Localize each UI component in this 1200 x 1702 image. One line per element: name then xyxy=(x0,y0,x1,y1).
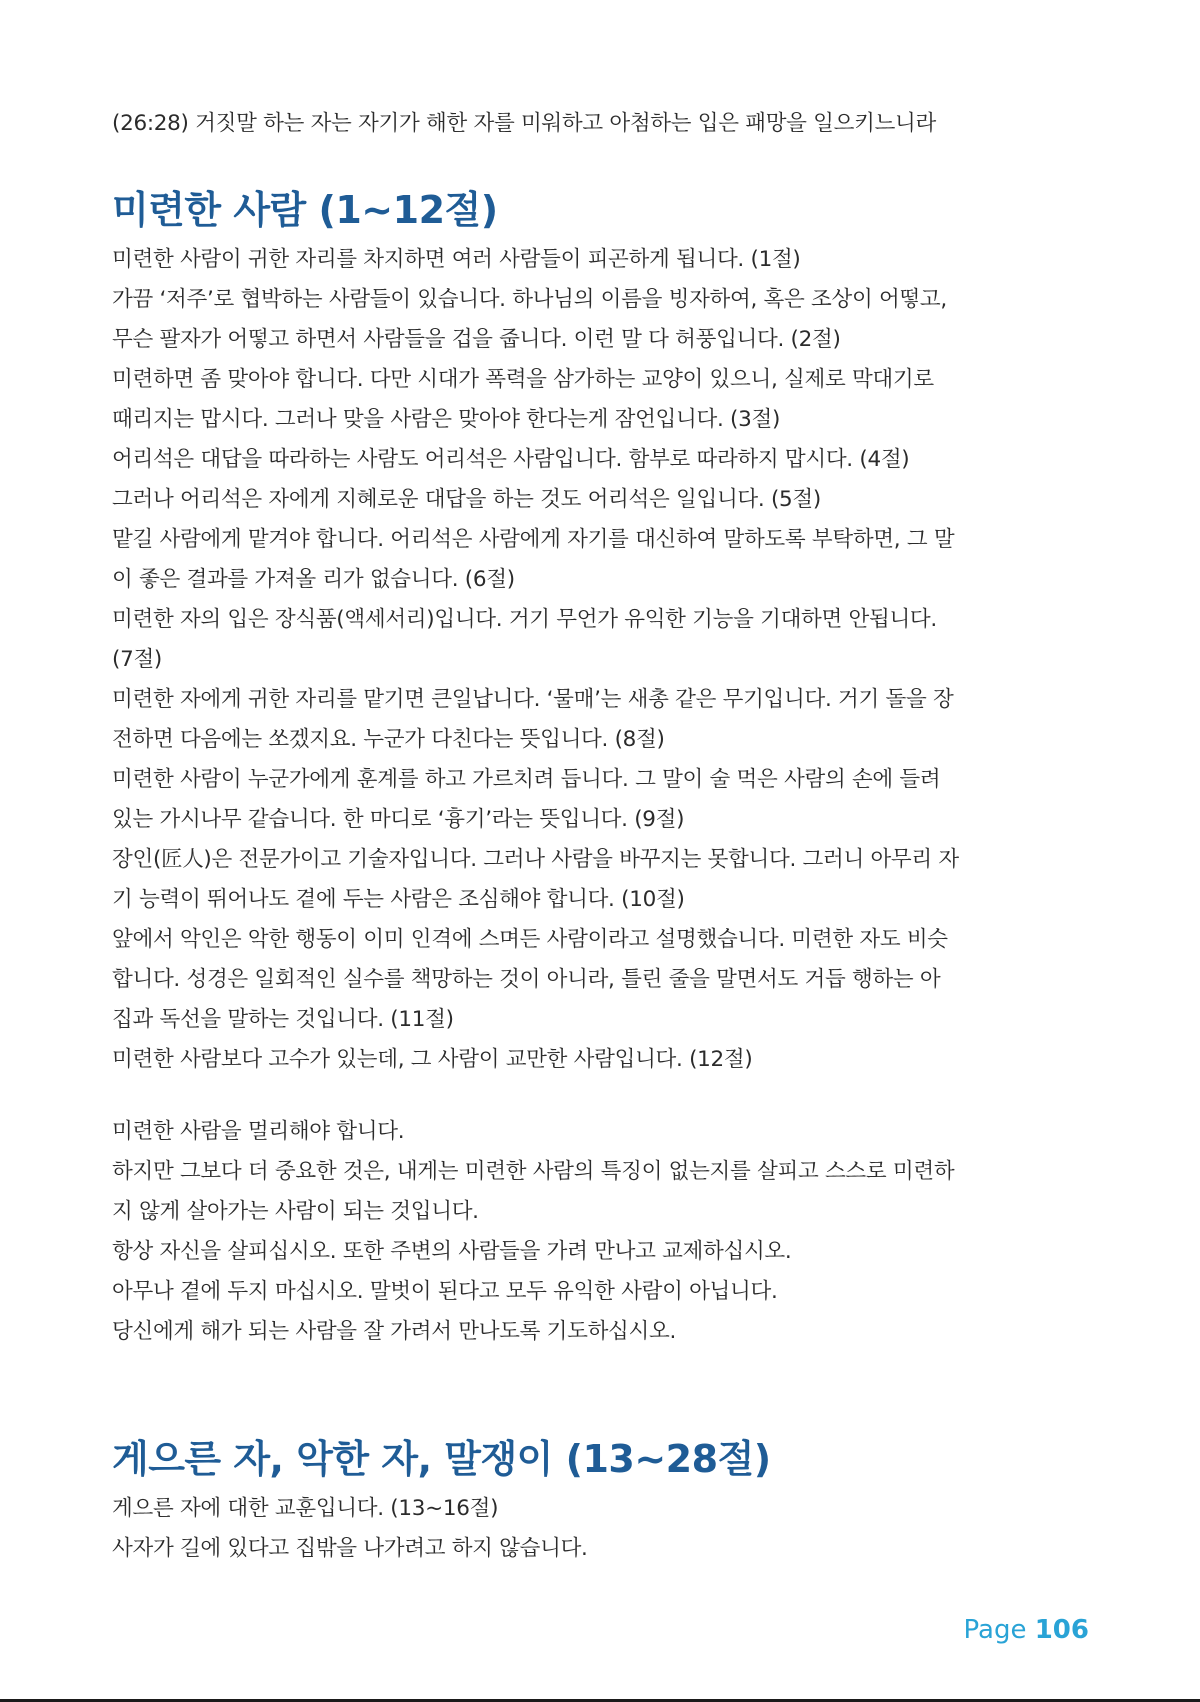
text-line: 합니다. 성경은 일회적인 실수를 책망하는 것이 아니라, 틀린 줄을 말면서도 거듭 행하는 아 xyxy=(112,967,941,992)
text-line: 있는 가시나무 같습니다. 한 마디로 ‘흉기’라는 뜻입니다. (9절) xyxy=(112,807,685,832)
text-line: 당신에게 해가 되는 사람을 잘 가려서 만나도록 기도하십시오. xyxy=(112,1319,677,1344)
text-line: 지 않게 살아가는 사람이 되는 것입니다. xyxy=(112,1199,479,1224)
section-heading-lazy-wicked: 게으른 자, 악한 자, 말쟁이 (13~28절) xyxy=(112,1437,771,1481)
text-line: 게으른 자에 대한 교훈입니다. (13~16절) xyxy=(112,1496,499,1521)
text-line: (7절) xyxy=(112,647,163,672)
text-line: 때리지는 맙시다. 그러나 맞을 사람은 맞아야 한다는게 잠언입니다. (3절) xyxy=(112,407,781,432)
text-line: 장인(匠人)은 전문가이고 기술자입니다. 그러나 사람을 바꾸지는 못합니다. 그러니 아무리 자 xyxy=(112,847,959,872)
page-number-value: 106 xyxy=(1034,1615,1089,1645)
text-line: 어리석은 대답을 따라하는 사람도 어리석은 사람입니다. 함부로 따라하지 맙시다. (4절) xyxy=(112,447,910,472)
text-line: 하지만 그보다 더 중요한 것은, 내게는 미련한 사람의 특징이 없는지를 살피고 스스로 미련하 xyxy=(112,1159,955,1184)
section-heading-foolish: 미련한 사람 (1~12절) xyxy=(112,188,498,232)
section-body-lazy-wicked xyxy=(112,1489,1112,1569)
text-line: 미련한 사람보다 고수가 있는데, 그 사람이 교만한 사람입니다. (12절) xyxy=(112,1047,753,1072)
page-label: Page xyxy=(963,1615,1027,1645)
text-line: 미련하면 좀 맞아야 합니다. 다만 시대가 폭력을 삼가하는 교양이 있으니, 실제로 막대기로 xyxy=(112,367,934,392)
section-body-foolish xyxy=(112,240,1112,1080)
text-line: 이 좋은 결과를 가져올 리가 없습니다. (6절) xyxy=(112,567,515,592)
text-line: 집과 독선을 말하는 것입니다. (11절) xyxy=(112,1007,454,1032)
text-line: 미련한 사람이 귀한 자리를 차지하면 여러 사람들이 피곤하게 됩니다. (1절) xyxy=(112,247,801,272)
text-line: 앞에서 악인은 악한 행동이 이미 인격에 스며든 사람이라고 설명했습니다. 미련한 자도 비슷 xyxy=(112,927,948,952)
text-line: 사자가 길에 있다고 집밖을 나가려고 하지 않습니다. xyxy=(112,1536,588,1561)
text-line: 미련한 사람을 멀리해야 합니다. xyxy=(112,1119,405,1144)
text-line: 가끔 ‘저주’로 협박하는 사람들이 있습니다. 하나님의 이름을 빙자하여, 혹은 조상이 어떻고, xyxy=(112,287,947,312)
page-number xyxy=(964,1612,1090,1648)
text-line: 미련한 자에게 귀한 자리를 맡기면 큰일납니다. ‘물매’는 새총 같은 무기입니다. 거기 돌을 장 xyxy=(112,687,954,712)
text-line: 그러나 어리석은 자에게 지혜로운 대답을 하는 것도 어리석은 일입니다. (5절) xyxy=(112,487,821,512)
text-line: 기 능력이 뛰어나도 곁에 두는 사람은 조심해야 합니다. (10절) xyxy=(112,887,685,912)
text-line: 항상 자신을 살피십시오. 또한 주변의 사람들을 가려 만나고 교제하십시오. xyxy=(112,1239,792,1264)
text-line: 미련한 자의 입은 장식품(액세서리)입니다. 거기 무언가 유익한 기능을 기대하면 안됩니다. xyxy=(112,607,937,632)
text-line: 무슨 팔자가 어떻고 하면서 사람들을 겁을 줍니다. 이런 말 다 허풍입니다. (2절) xyxy=(112,327,841,352)
text-line: 맡길 사람에게 맡겨야 합니다. 어리석은 사람에게 자기를 대신하여 말하도록 부탁하면, 그 말 xyxy=(112,527,955,552)
section-closing-foolish xyxy=(112,1112,1112,1352)
text-line: 아무나 곁에 두지 마십시오. 말벗이 된다고 모두 유익한 사람이 아닙니다. xyxy=(112,1279,778,1304)
text-line: 전하면 다음에는 쏘겠지요. 누군가 다친다는 뜻입니다. (8절) xyxy=(112,727,665,752)
top-verse: (26:28) 거짓말 하는 자는 자기가 해한 자를 미워하고 아첨하는 입은 패망을 일으키느니라 xyxy=(112,111,936,136)
text-line: 미련한 사람이 누군가에게 훈계를 하고 가르치려 듭니다. 그 말이 술 먹은 사람의 손에 들려 xyxy=(112,767,941,792)
